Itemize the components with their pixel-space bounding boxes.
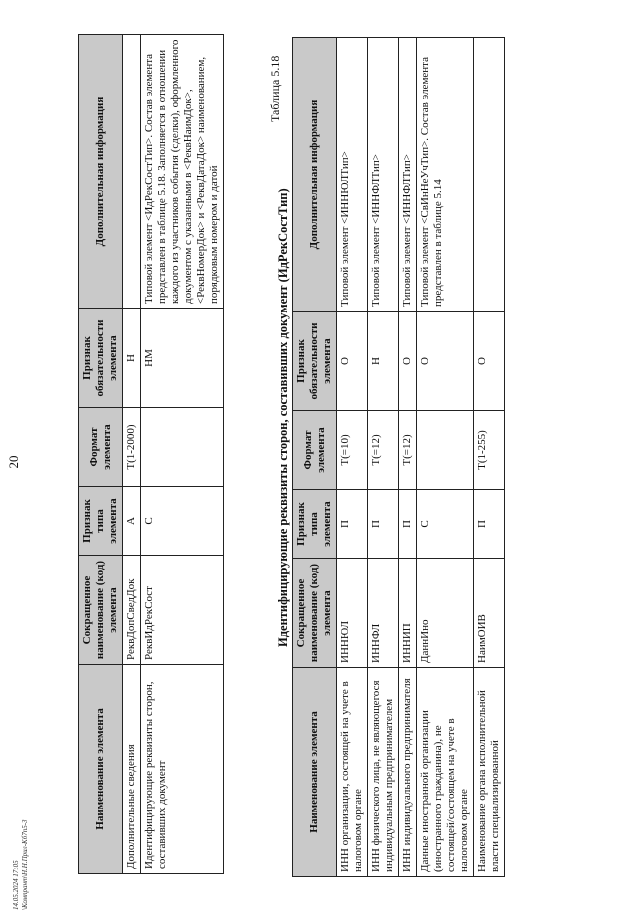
cell-required: Н (368, 312, 399, 411)
print-stamp-line: 14.05.2024 17:05 (12, 860, 20, 910)
cell-format: Т(=12) (399, 411, 417, 490)
column-header: Признак обязательности элемента (293, 312, 337, 411)
cell-format (141, 408, 224, 487)
cell-info: Типовой элемент <ИННЮЛТип> (337, 38, 368, 312)
cell-info: Типовой элемент <ИННФЛТип> (399, 38, 417, 312)
table-header-row (293, 38, 337, 877)
cell-name: ИНН организации, состоящей на учете в налоговом органе (337, 668, 368, 877)
cell-required: О (399, 312, 417, 411)
table-elements-1 (78, 34, 224, 874)
print-stamp (12, 819, 30, 910)
table-row (399, 38, 417, 877)
cell-type: П (399, 490, 417, 559)
table-row (337, 38, 368, 877)
table-row (123, 35, 141, 874)
cell-code: ИННИП (399, 559, 417, 668)
cell-required: О (337, 312, 368, 411)
cell-type: П (337, 490, 368, 559)
cell-format: Т(1-255) (474, 411, 505, 490)
table-title: Идентифицирующие реквизиты сторон, составивших документ (ИдРекСостТип) (276, 188, 290, 647)
column-header: Формат элемента (79, 408, 123, 487)
cell-name: Идентифицирующие реквизиты сторон, составивших документ (141, 665, 224, 874)
column-header: Формат элемента (293, 411, 337, 490)
cell-required: О (417, 312, 474, 411)
cell-format: Т(=12) (368, 411, 399, 490)
cell-info: Типовой элемент <СвИнНеУчТип>. Состав элемента представлен в таблице 5.14 (417, 38, 474, 312)
cell-type: П (474, 490, 505, 559)
cell-required: О (474, 312, 505, 411)
cell-code: ИННФЛ (368, 559, 399, 668)
table-header-row (79, 35, 123, 874)
cell-info: Типовой элемент <ИдРекСостТип>. Состав элемента представлен в таблице 5.18. Заполняется в отношении каждого из участников события (сделки), оформленного документом с указанными в <РеквНаимДок>, <РеквНомерДок> и <РеквДатаДок> наименованием, порядковым номером и датой (141, 35, 224, 309)
cell-required: НМ (141, 309, 224, 408)
cell-format (417, 411, 474, 490)
column-header: Наименование элемента (293, 668, 337, 877)
cell-required: Н (123, 309, 141, 408)
cell-code: НаимОИВ (474, 559, 505, 668)
cell-info: Типовой элемент <ИННФЛТип> (368, 38, 399, 312)
column-header: Признак обязательности элемента (79, 309, 123, 408)
table-row (368, 38, 399, 877)
cell-code: РеквИдРекСост (141, 556, 224, 665)
table-row (417, 38, 474, 877)
cell-code: ДаннИно (417, 559, 474, 668)
column-header: Сокращенное наименование (код) элемента (79, 556, 123, 665)
column-header: Сокращенное наименование (код) элемента (293, 559, 337, 668)
cell-code: РеквДопСведДок (123, 556, 141, 665)
column-header: Дополнительная информация (79, 35, 123, 309)
cell-format: Т(1-2000) (123, 408, 141, 487)
cell-type: С (417, 490, 474, 559)
cell-name: Данные иностранной организации (иностранного гражданина), не состоящей/состоящем на учете в налоговом органе (417, 668, 474, 877)
cell-info (474, 38, 505, 312)
column-header: Признак типа элемента (293, 490, 337, 559)
table-elements-2 (292, 37, 505, 877)
cell-type: С (141, 487, 224, 556)
cell-code: ИННЮЛ (337, 559, 368, 668)
table-row (141, 35, 224, 874)
column-header: Наименование элемента (79, 665, 123, 874)
column-header: Признак типа элемента (79, 487, 123, 556)
cell-type: П (368, 490, 399, 559)
cell-name: ИНН индивидуального предпринимателя (399, 668, 417, 877)
cell-name: Дополнительные сведения (123, 665, 141, 874)
cell-info (123, 35, 141, 309)
cell-name: ИНН физического лица, не являющегося индивидуальным предпринимателем (368, 668, 399, 877)
print-stamp-line: \Компрант\Н.Н.Прил-Кб7п5-3 (21, 819, 29, 910)
page-number: 20 (6, 455, 21, 469)
table-row (474, 38, 505, 877)
table-caption: Таблица 5.18 (268, 55, 282, 122)
column-header: Дополнительная информация (293, 38, 337, 312)
cell-type: А (123, 487, 141, 556)
cell-format: Т(=10) (337, 411, 368, 490)
cell-name: Наименование органа исполнительной власти специализированной (474, 668, 505, 877)
